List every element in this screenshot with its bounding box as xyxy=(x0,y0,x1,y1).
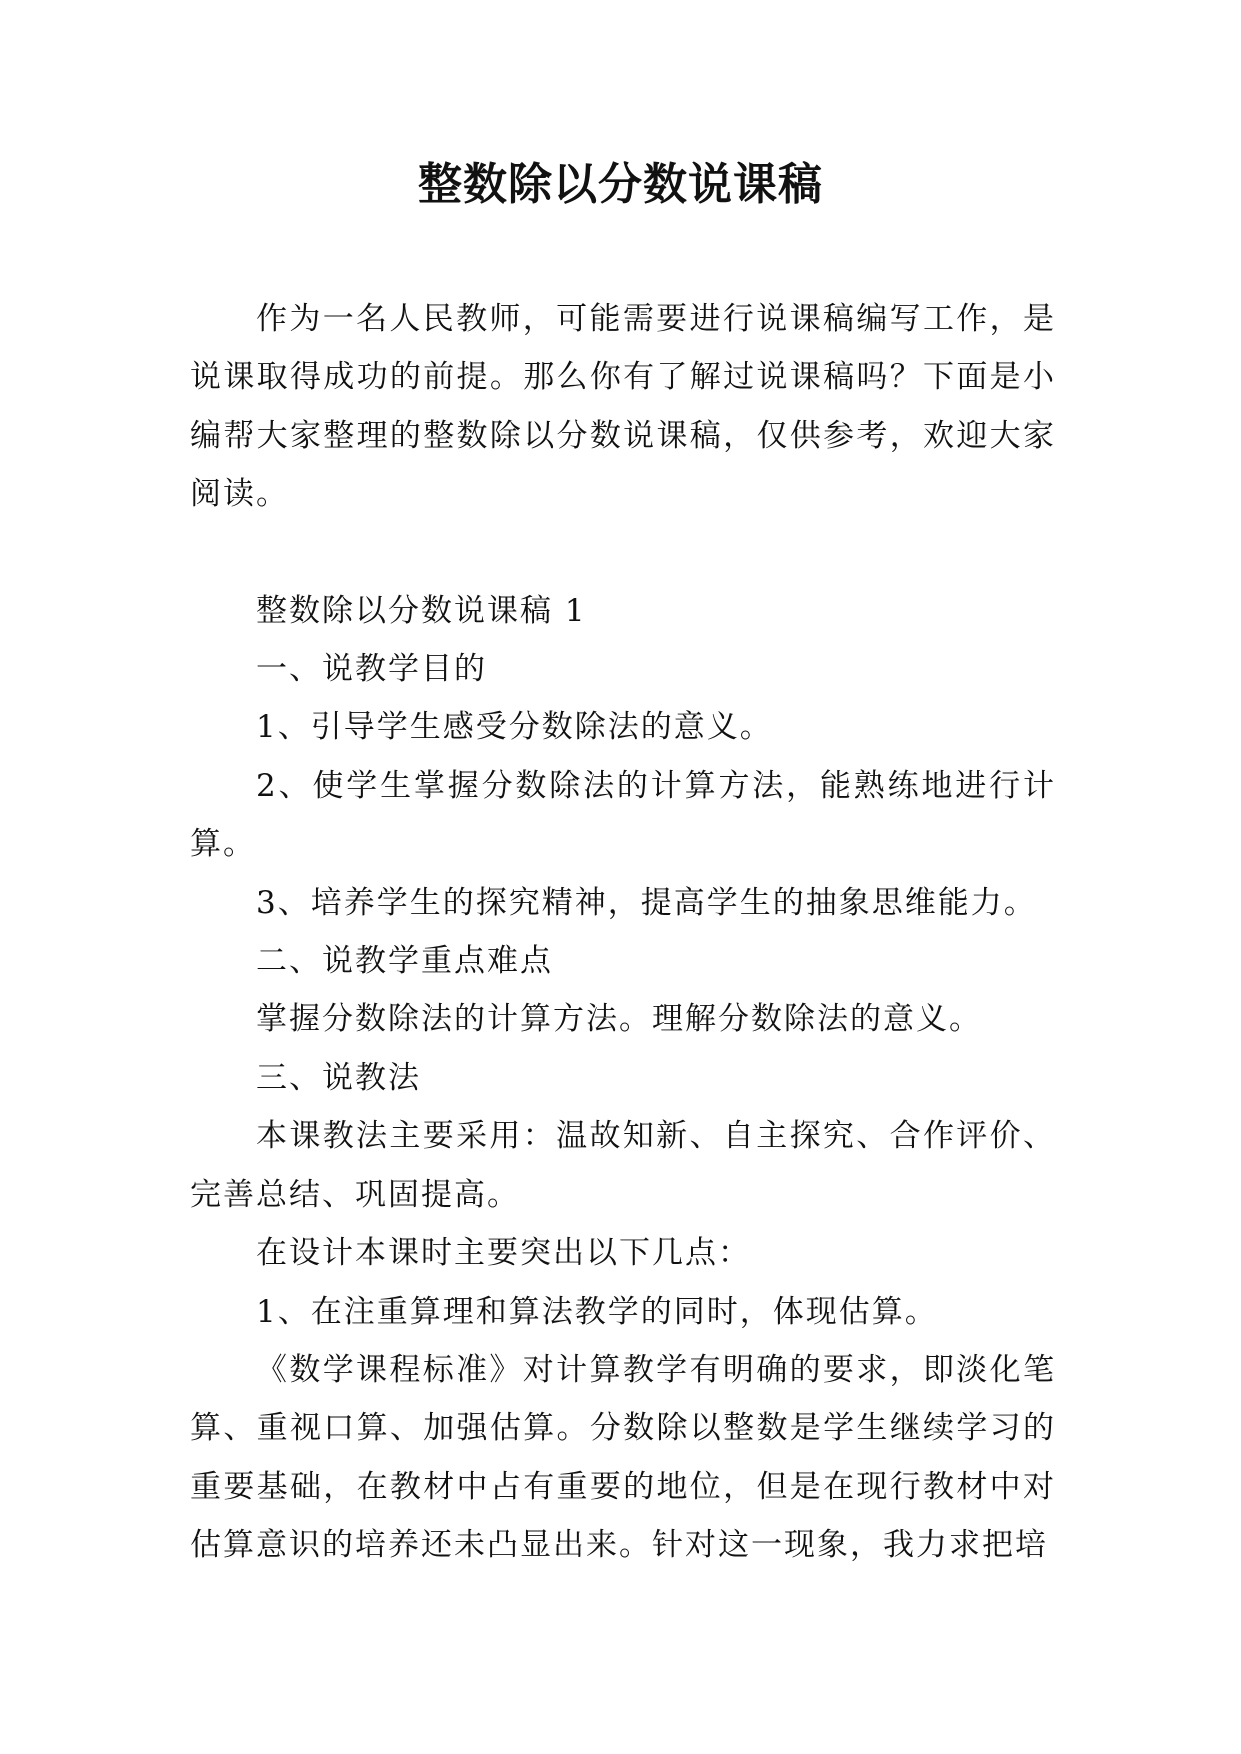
objective-item: 1、引导学生感受分数除法的意义。 xyxy=(256,709,773,746)
objectives-heading: 一、说教学目的 xyxy=(256,651,487,688)
document-body xyxy=(190,290,1056,1575)
objective-item: 2、使学生掌握分数除法的计算方法，能熟练地进行计算。 xyxy=(190,767,1056,863)
paragraph-spacer xyxy=(190,524,1056,582)
body-paragraph: 在设计本课时主要突出以下几点： xyxy=(256,1235,751,1272)
key-points-heading: 二、说教学重点难点 xyxy=(256,943,553,980)
objective-item: 3、培养学生的探究精神，提高学生的抽象思维能力。 xyxy=(256,884,1037,921)
section-heading: 整数除以分数说课稿 1 xyxy=(256,592,587,629)
body-paragraph: 《数学课程标准》对计算教学有明确的要求，即淡化笔算、重视口算、加强估算。分数除以整数是学生继续学习的重要基础，在教材中占有重要的地位，但是在现行教材中对估算意识的培养还未凸显出来。针对这一现象，我力求把培 xyxy=(190,1351,1056,1564)
body-paragraph: 1、在注重算理和算法教学的同时，体现估算。 xyxy=(256,1293,938,1330)
intro-paragraph: 作为一名人民教师，可能需要进行说课稿编写工作，是说课取得成功的前提。那么你有了解过说课稿吗？下面是小编帮大家整理的整数除以分数说课稿，仅供参考，欢迎大家阅读。 xyxy=(190,301,1056,513)
document-title: 整数除以分数说课稿 xyxy=(418,159,823,210)
body-paragraph: 本课教法主要采用：温故知新、自主探究、合作评价、完善总结、巩固提高。 xyxy=(190,1118,1056,1213)
teaching-method-heading: 三、说教法 xyxy=(256,1059,421,1096)
body-paragraph: 掌握分数除法的计算方法。理解分数除法的意义。 xyxy=(256,1001,982,1038)
